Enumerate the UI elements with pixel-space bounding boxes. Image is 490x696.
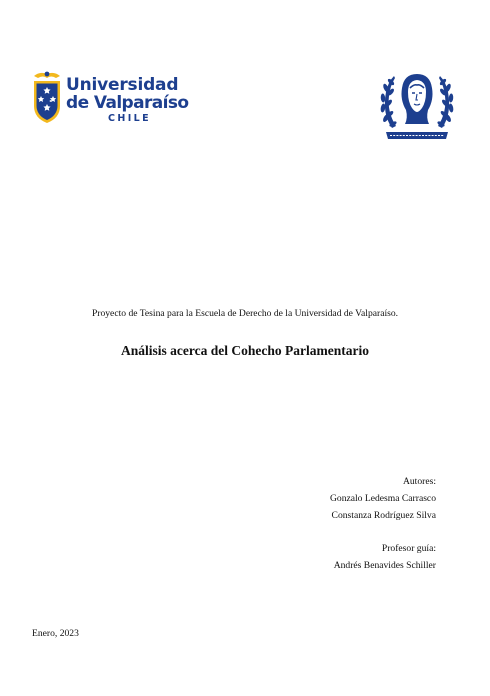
- university-shield-icon: [32, 70, 62, 124]
- university-name-line2: de Valparaíso: [66, 93, 189, 113]
- university-name-line1: Universidad: [66, 75, 179, 95]
- authors-label: Autores:: [402, 476, 436, 487]
- faculty-emblem-icon: [378, 66, 456, 146]
- author-name: Gonzalo Ledesma Carrasco: [329, 493, 436, 504]
- author-name: Constanza Rodríguez Silva: [331, 510, 436, 521]
- project-description: Proyecto de Tesina para la Escuela de Derecho de la Universidad de Valparaíso.: [91, 308, 399, 319]
- advisor-label: Profesor guía:: [381, 543, 436, 554]
- advisor-name: Andrés Benavides Schiller: [333, 560, 436, 571]
- document-title: Análisis acerca del Cohecho Parlamentario: [121, 343, 369, 358]
- university-country: CHILE: [108, 113, 152, 124]
- university-logo: [32, 70, 189, 132]
- document-date: Enero, 2023: [32, 628, 79, 639]
